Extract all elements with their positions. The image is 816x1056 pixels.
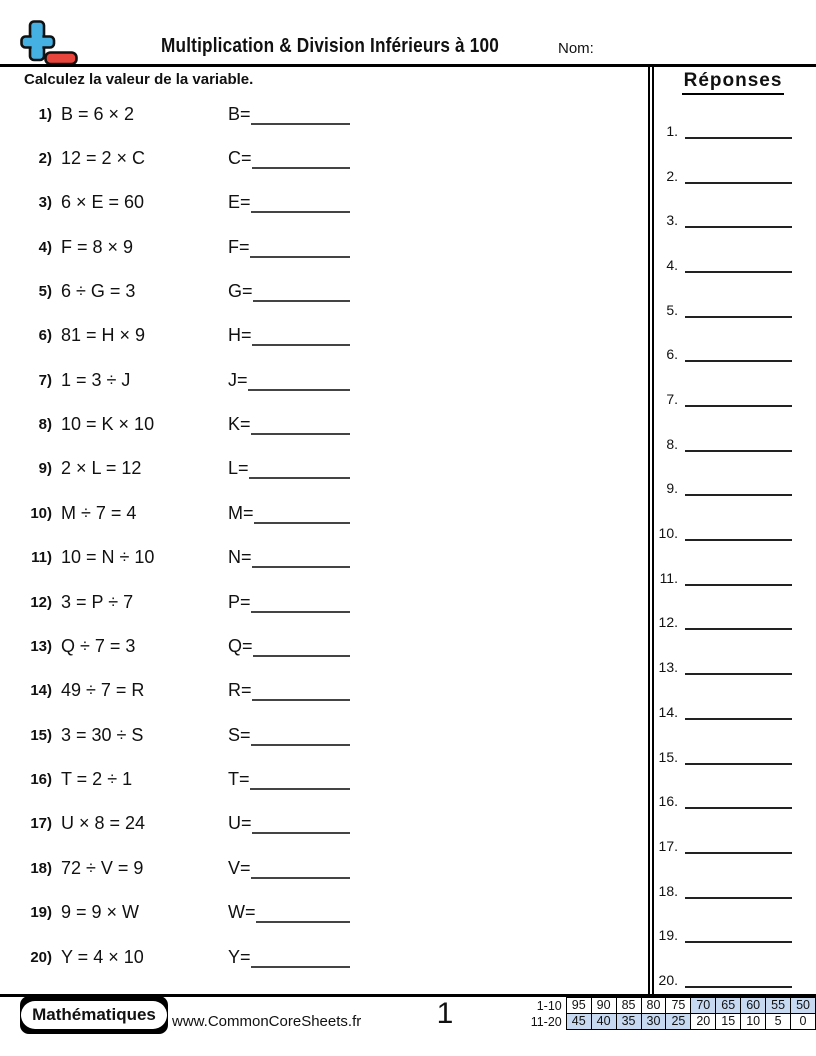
problem-equation: 2 × L = 12 [61,458,142,479]
problem-equation: U × 8 = 24 [61,813,146,834]
problem-equation: Q ÷ 7 = 3 [61,635,136,656]
response-number: 2. [666,167,678,184]
response-row [648,700,792,720]
problem-number: 13) [30,637,52,655]
score-cell: 30 [641,1014,666,1030]
problem-answer-area [228,414,350,435]
answer-label: T= [228,769,250,790]
answer-label: H= [228,325,252,346]
response-blank[interactable] [685,702,792,720]
problem-row [0,314,648,358]
response-blank[interactable] [685,255,792,273]
problem-number: 4) [38,238,52,256]
answer-blank[interactable] [252,814,350,834]
problem-answer-area [228,813,350,834]
answer-label: P= [228,591,251,612]
response-row [648,164,792,184]
response-blank[interactable] [685,121,792,139]
problem-number: 6) [38,327,52,345]
problem-number: 5) [38,282,52,300]
problem-answer-area [228,592,350,613]
answer-blank[interactable] [251,948,350,968]
answer-label: S= [228,724,251,745]
score-cell: 75 [666,998,691,1014]
response-blank[interactable] [685,523,792,541]
answer-label: K= [228,414,251,435]
problem-row [0,846,648,890]
response-blank[interactable] [685,657,792,675]
response-blank[interactable] [685,612,792,630]
problem-answer-area [228,858,350,879]
response-blank[interactable] [685,434,792,452]
response-number: 5. [666,301,678,318]
response-row [648,655,792,675]
problem-answer-area [228,902,350,923]
response-row [648,745,792,765]
response-blank[interactable] [685,568,792,586]
response-number: 10. [658,525,678,542]
score-cell: 90 [591,998,616,1014]
response-row [648,789,792,809]
problem-equation: 49 ÷ 7 = R [61,680,145,701]
answer-blank[interactable] [251,593,350,613]
response-blank[interactable] [685,166,792,184]
score-cell: 45 [566,1014,591,1030]
problem-row [0,891,648,935]
response-number: 17. [658,837,678,854]
worksheet-title: Multiplication & Division Inférieurs à 100 [161,35,499,57]
response-blank[interactable] [685,970,792,988]
problem-equation: 6 × E = 60 [61,192,145,213]
response-number: 1. [666,123,678,139]
answer-label: W= [228,902,256,923]
problem-answer-area [228,281,350,302]
answer-blank[interactable] [252,149,350,169]
response-number: 15. [658,748,678,765]
problem-number: 12) [30,593,52,611]
answers-panel-header [658,70,808,95]
problem-row [0,225,648,269]
score-cell: 20 [691,1014,716,1030]
score-cell: 95 [566,998,591,1014]
response-blank[interactable] [685,881,792,899]
problem-answer-area [228,503,350,524]
problem-number: 15) [30,726,52,744]
response-number: 12. [658,614,678,631]
problem-equation: 81 = H × 9 [61,325,146,346]
problem-row [0,758,648,802]
brand-label: Mathématiques [21,1001,167,1029]
problem-equation: Y = 4 × 10 [61,946,144,967]
answer-blank[interactable] [252,548,350,568]
brand-badge [20,996,168,1034]
problem-answer-area [228,237,350,258]
response-blank[interactable] [685,210,792,228]
problem-answer-area [228,947,350,968]
answer-blank[interactable] [256,903,350,923]
problem-equation: 9 = 9 × W [61,902,140,923]
score-cell: 10 [741,1014,766,1030]
response-number: 8. [666,435,678,452]
answer-blank[interactable] [251,415,350,435]
answer-label: U= [228,813,252,834]
answer-blank[interactable] [253,637,350,657]
response-number: 7. [666,391,678,408]
problem-row [0,580,648,624]
problem-answer-area [228,458,350,479]
problem-row [0,181,648,225]
response-number: 16. [658,793,678,810]
problem-number: 18) [30,859,52,877]
response-row [648,432,792,452]
answer-label: Q= [228,635,253,656]
problem-row [0,624,648,668]
problem-equation: 12 = 2 × C [61,147,146,168]
problem-equation: 10 = N ÷ 10 [61,547,155,568]
response-number: 4. [666,257,678,274]
response-row [648,253,792,273]
problem-row [0,269,648,313]
answer-label: Y= [228,946,251,967]
problem-equation: F = 8 × 9 [61,236,134,257]
problem-number: 9) [38,460,52,478]
response-blank[interactable] [685,791,792,809]
problem-row [0,136,648,180]
score-range-label: 1-10 [536,998,562,1013]
answer-blank[interactable] [251,105,350,125]
score-cell: 65 [716,998,741,1014]
response-row [648,610,792,630]
score-cell: 5 [766,1014,791,1030]
response-number: 3. [666,212,678,229]
response-blank[interactable] [685,478,792,496]
problem-answer-area [228,547,350,568]
answer-blank[interactable] [249,459,350,479]
problem-equation: 1 = 3 ÷ J [61,369,131,390]
response-row [648,208,792,228]
problem-row [0,491,648,535]
answer-label: R= [228,680,252,701]
instruction-text: Calculez la valeur de la variable. [24,71,254,88]
response-row [648,119,792,139]
score-row [518,1014,816,1030]
problem-equation: T = 2 ÷ 1 [61,769,133,790]
response-blank[interactable] [685,389,792,407]
problem-number: 20) [30,948,52,966]
score-cell: 40 [591,1014,616,1030]
answer-label: B= [228,103,251,124]
problem-answer-area [228,192,350,213]
problem-number: 2) [38,149,52,167]
problem-answer-area [228,370,350,391]
answer-blank[interactable] [252,681,350,701]
problem-row [0,713,648,757]
problem-equation: 10 = K × 10 [61,414,155,435]
problem-row [0,92,648,136]
response-row [648,298,792,318]
problem-answer-area [228,325,350,346]
response-row [648,923,792,943]
problem-answer-area [228,769,350,790]
response-row [648,879,792,899]
response-row [648,387,792,407]
response-number: 9. [666,480,678,497]
response-blank[interactable] [685,344,792,362]
problem-number: 3) [38,194,52,212]
response-row [648,342,792,362]
answer-blank[interactable] [248,371,350,391]
problem-number: 1) [38,105,52,123]
problem-number: 8) [38,416,52,434]
problem-equation: 6 ÷ G = 3 [61,280,136,301]
response-number: 11. [659,569,678,586]
answer-label: G= [228,280,253,301]
problem-equation: M ÷ 7 = 4 [61,502,137,523]
score-cell: 50 [791,998,816,1014]
problem-row [0,403,648,447]
problems-list [0,92,648,992]
answer-label: E= [228,192,251,213]
score-cell: 55 [766,998,791,1014]
response-row [648,566,792,586]
answer-label: C= [228,147,252,168]
answer-blank[interactable] [250,770,350,790]
problem-answer-area [228,725,350,746]
problem-equation: 3 = P ÷ 7 [61,591,134,612]
header-divider [0,64,816,67]
problem-answer-area [228,104,350,125]
answer-blank[interactable] [253,282,350,302]
response-blank[interactable] [685,836,792,854]
response-blank[interactable] [685,747,792,765]
response-number: 18. [658,882,678,899]
name-label: Nom: [558,40,594,57]
answers-panel-title: Réponses [682,70,785,95]
answer-blank[interactable] [251,193,350,213]
answer-blank[interactable] [252,326,350,346]
response-number: 13. [658,659,678,676]
problem-row [0,802,648,846]
response-row [648,834,792,854]
response-number: 14. [658,703,678,720]
answer-label: F= [228,236,250,257]
answer-label: M= [228,502,254,523]
score-cell: 70 [691,998,716,1014]
response-row [648,476,792,496]
problem-number: 10) [30,504,52,522]
problem-number: 14) [30,682,52,700]
score-cell: 85 [616,998,641,1014]
problem-equation: B = 6 × 2 [61,103,135,124]
score-cell: 25 [666,1014,691,1030]
problem-row [0,935,648,979]
problem-answer-area [228,636,350,657]
page-number: 1 [436,997,454,1030]
problem-number: 19) [30,904,52,922]
response-row [648,521,792,541]
problem-number: 7) [38,371,52,389]
answer-blank[interactable] [251,726,350,746]
response-row [648,968,792,988]
answer-label: L= [228,458,249,479]
response-number: 20. [658,971,678,988]
problem-answer-area [228,680,350,701]
answer-blank[interactable] [251,859,350,879]
answer-blank[interactable] [250,238,350,258]
problem-equation: 72 ÷ V = 9 [61,857,144,878]
problem-row [0,358,648,402]
response-blank[interactable] [685,925,792,943]
problem-row [0,669,648,713]
problem-number: 11) [31,549,52,567]
score-row [518,998,816,1014]
score-cell: 0 [791,1014,816,1030]
problem-row [0,536,648,580]
plus-minus-logo-icon [20,19,80,67]
problem-number: 16) [30,771,52,789]
answer-label: J= [228,369,248,390]
score-cell: 15 [716,1014,741,1030]
score-cell: 60 [741,998,766,1014]
response-number: 6. [666,346,678,363]
score-table [518,997,816,1030]
score-range-label: 11-20 [530,1014,562,1029]
score-cell: 35 [616,1014,641,1030]
answer-blank[interactable] [254,504,350,524]
problem-equation: 3 = 30 ÷ S [61,724,144,745]
response-blank[interactable] [685,300,792,318]
answer-label: V= [228,857,251,878]
answer-label: N= [228,547,252,568]
response-number: 19. [658,927,678,944]
problem-answer-area [228,148,350,169]
website-url: www.CommonCoreSheets.fr [172,1013,362,1030]
score-cell: 80 [641,998,666,1014]
problem-number: 17) [30,815,52,833]
problem-row [0,447,648,491]
